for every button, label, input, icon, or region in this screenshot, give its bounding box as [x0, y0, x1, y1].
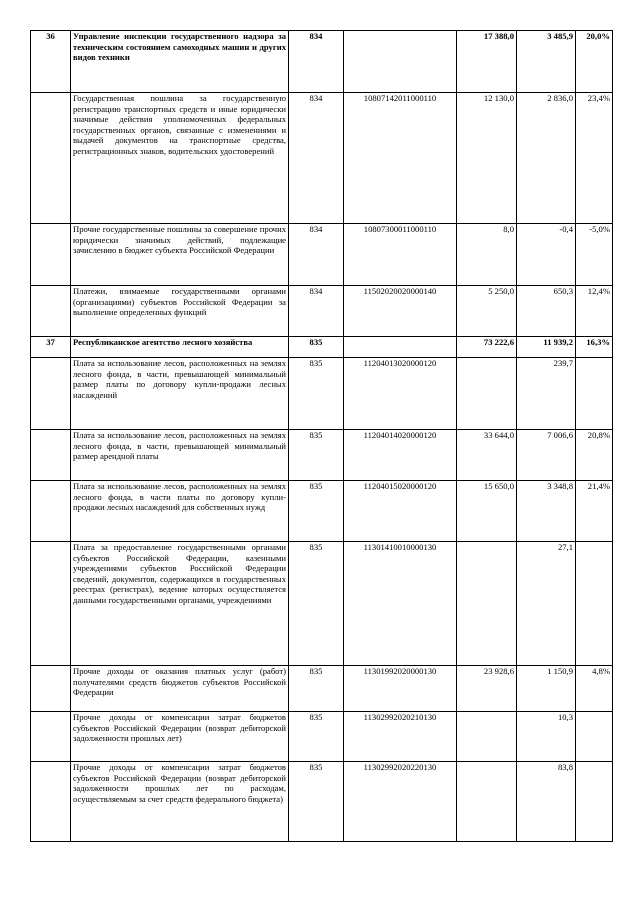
row-number — [31, 666, 71, 712]
section-header-row — [31, 31, 613, 93]
execution-percent: 21,4% — [576, 481, 613, 542]
admin-code: 834 — [289, 224, 344, 286]
execution-percent: 4,8% — [576, 666, 613, 712]
budget-class-code: 10807300011000110 — [344, 224, 457, 286]
income-name: Плата за использование лесов, расположенных на землях лесного фонда, в части, превышающей минимальный размер платы по договору купли-продажи лесных насаждений — [71, 358, 289, 430]
table-row — [31, 358, 613, 430]
actual-amount: 239,7 — [517, 358, 576, 430]
table-row — [31, 224, 613, 286]
budget-class-code: 11302992020220130 — [344, 762, 457, 842]
admin-code: 834 — [289, 93, 344, 224]
income-name: Управление инспекции государственного надзора за техническим состоянием самоходных машин и других видов техники — [71, 31, 289, 93]
admin-code: 835 — [289, 666, 344, 712]
plan-amount: 12 130,0 — [457, 93, 517, 224]
execution-percent — [576, 542, 613, 666]
actual-amount: 10,3 — [517, 712, 576, 762]
budget-class-code: 11301992020000130 — [344, 666, 457, 712]
plan-amount — [457, 542, 517, 666]
plan-amount: 15 650,0 — [457, 481, 517, 542]
income-name: Плата за использование лесов, расположенных на землях лесного фонда, в части, превышающей минимальный размер арендной платы — [71, 430, 289, 481]
admin-code: 835 — [289, 337, 344, 358]
row-number — [31, 712, 71, 762]
budget-class-code: 11301410010000130 — [344, 542, 457, 666]
table-row — [31, 286, 613, 337]
plan-amount: 8,0 — [457, 224, 517, 286]
execution-percent — [576, 762, 613, 842]
budget-class-code — [344, 31, 457, 93]
income-name: Прочие доходы от компенсации затрат бюджетов субъектов Российской Федерации (возврат дебиторской задолженности прошлых лет) — [71, 712, 289, 762]
actual-amount: 1 150,9 — [517, 666, 576, 712]
plan-amount — [457, 358, 517, 430]
income-name: Прочие государственные пошлины за совершение прочих юридически значимых действий, подлежащие зачислению в бюджет субъекта Российской Федерации — [71, 224, 289, 286]
plan-amount: 73 222,6 — [457, 337, 517, 358]
execution-percent: 12,4% — [576, 286, 613, 337]
admin-code: 835 — [289, 542, 344, 666]
income-name: Платежи, взимаемые государственными органами (организациями) субъектов Российской Федерации за выполнение определенных функций — [71, 286, 289, 337]
table-body — [31, 31, 613, 842]
execution-percent: 23,4% — [576, 93, 613, 224]
row-number — [31, 224, 71, 286]
actual-amount: 27,1 — [517, 542, 576, 666]
plan-amount — [457, 712, 517, 762]
execution-percent — [576, 712, 613, 762]
plan-amount: 23 928,6 — [457, 666, 517, 712]
income-name: Плата за предоставление государственными органами субъектов Российской Федерации, казенными учреждениями субъектов Российской Федерации сведений, документов, содержащихся в государственных реестрах (регистрах), ведение которых осуществляется данными государственными органами, учреждениями — [71, 542, 289, 666]
section-header-row — [31, 337, 613, 358]
actual-amount: 650,3 — [517, 286, 576, 337]
actual-amount: -0,4 — [517, 224, 576, 286]
admin-code: 835 — [289, 481, 344, 542]
row-number — [31, 358, 71, 430]
row-number — [31, 481, 71, 542]
actual-amount: 3 348,8 — [517, 481, 576, 542]
income-name: Государственная пошлина за государственную регистрацию транспортных средств и иные юридически значимые действия уполномоченных федеральных государственных органов, связанные с изменениями и выдачей документов на транспортные средства, регистрационных знаков, водительских удостоверений — [71, 93, 289, 224]
row-number — [31, 762, 71, 842]
table-row — [31, 666, 613, 712]
income-name: Республиканское агентство лесного хозяйства — [71, 337, 289, 358]
actual-amount: 7 006,6 — [517, 430, 576, 481]
income-name: Плата за использование лесов, расположенных на землях лесного фонда, в части платы по договору купли-продажи лесных насаждений для собственных нужд — [71, 481, 289, 542]
execution-percent: 16,3% — [576, 337, 613, 358]
admin-code: 835 — [289, 712, 344, 762]
admin-code: 835 — [289, 358, 344, 430]
table-row — [31, 542, 613, 666]
table-row — [31, 762, 613, 842]
table-row — [31, 430, 613, 481]
execution-percent: -5,0% — [576, 224, 613, 286]
admin-code: 835 — [289, 762, 344, 842]
budget-class-code — [344, 337, 457, 358]
budget-class-code: 11204015020000120 — [344, 481, 457, 542]
row-number — [31, 430, 71, 481]
budget-class-code: 11204013020000120 — [344, 358, 457, 430]
table-row — [31, 712, 613, 762]
plan-amount — [457, 762, 517, 842]
income-name: Прочие доходы от компенсации затрат бюджетов субъектов Российской Федерации (возврат дебиторской задолженности прошлых лет по расходам, осуществляемым за счет средств федерального бюджета) — [71, 762, 289, 842]
budget-class-code: 11302992020210130 — [344, 712, 457, 762]
actual-amount: 3 485,9 — [517, 31, 576, 93]
admin-code: 834 — [289, 286, 344, 337]
table-row — [31, 481, 613, 542]
budget-revenue-table — [30, 30, 613, 842]
execution-percent — [576, 358, 613, 430]
table-row — [31, 93, 613, 224]
execution-percent: 20,8% — [576, 430, 613, 481]
actual-amount: 11 939,2 — [517, 337, 576, 358]
row-number: 36 — [31, 31, 71, 93]
actual-amount: 2 836,0 — [517, 93, 576, 224]
row-number — [31, 542, 71, 666]
budget-class-code: 11502020020000140 — [344, 286, 457, 337]
plan-amount: 17 388,0 — [457, 31, 517, 93]
income-name: Прочие доходы от оказания платных услуг (работ) получателями средств бюджетов субъектов Российской Федерации — [71, 666, 289, 712]
admin-code: 835 — [289, 430, 344, 481]
execution-percent: 20,0% — [576, 31, 613, 93]
admin-code: 834 — [289, 31, 344, 93]
plan-amount: 33 644,0 — [457, 430, 517, 481]
row-number: 37 — [31, 337, 71, 358]
row-number — [31, 286, 71, 337]
row-number — [31, 93, 71, 224]
actual-amount: 83,8 — [517, 762, 576, 842]
budget-class-code: 10807142011000110 — [344, 93, 457, 224]
budget-class-code: 11204014020000120 — [344, 430, 457, 481]
plan-amount: 5 250,0 — [457, 286, 517, 337]
